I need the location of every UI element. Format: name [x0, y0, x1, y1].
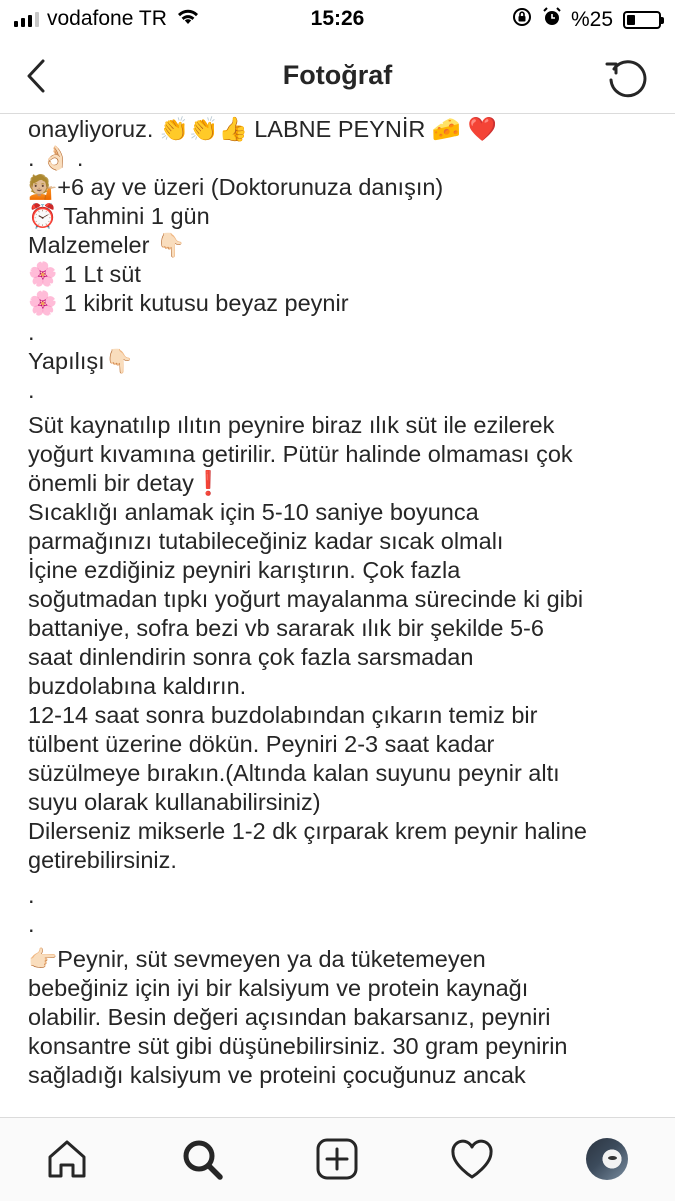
- tab-search[interactable]: [177, 1134, 227, 1184]
- new-post-icon: [315, 1137, 359, 1181]
- caption-line: .: [28, 319, 35, 345]
- caption-line: buzdolabına kaldırın.: [28, 673, 247, 699]
- caption-line: süzülmeye bırakın.(Altında kalan suyunu peynir altı: [28, 760, 560, 786]
- nav-bar: [0, 40, 675, 114]
- caption-line: Dilerseniz mikserle 1-2 dk çırparak krem peynir haline: [28, 818, 587, 844]
- caption-line: tülbent üzerine dökün. Peyniri 2-3 saat kadar: [28, 731, 495, 757]
- battery-icon: [623, 11, 661, 29]
- caption-line: sağladığı kalsiyum ve proteini çocuğunuz ancak: [28, 1062, 526, 1088]
- search-icon: [180, 1137, 224, 1181]
- page-title: Fotoğraf: [282, 60, 393, 90]
- refresh-icon: [604, 55, 650, 101]
- caption-line: 🌸 1 kibrit kutusu beyaz peynir: [28, 290, 349, 316]
- caption-line: Malzemeler 👇🏻: [28, 232, 186, 258]
- caption-line: bebeğiniz için iyi bir kalsiyum ve protein kaynağı: [28, 975, 529, 1001]
- status-time: 15:26: [310, 7, 365, 30]
- status-bar: [0, 0, 675, 40]
- caption-line: getirebilirsiniz.: [28, 847, 177, 873]
- profile-avatar: [586, 1138, 628, 1180]
- refresh-button[interactable]: [603, 54, 651, 102]
- tab-activity[interactable]: [447, 1134, 497, 1184]
- caption-line: ⏰ Tahmini 1 gün: [28, 203, 210, 229]
- tab-home[interactable]: [42, 1134, 92, 1184]
- caption-line: 🌸 1 Lt süt: [28, 261, 141, 287]
- caption-line: onayliyoruz. 👏👏👍 LABNE PEYNİR 🧀 ❤️: [28, 116, 497, 142]
- caption-line: İçine ezdiğiniz peyniri karıştırın. Çok fazla: [28, 557, 461, 583]
- caption-line: suyu olarak kullanabilirsiniz): [28, 789, 321, 815]
- battery-percent: %25: [570, 8, 613, 31]
- caption-line: .: [28, 377, 35, 403]
- caption-line: 👉🏻Peynir, süt sevmeyen ya da tüketemeyen: [28, 946, 486, 972]
- caption-line: Yapılışı👇🏻: [28, 348, 134, 374]
- tab-new-post[interactable]: [312, 1134, 362, 1184]
- caption-line: .: [28, 911, 35, 937]
- caption-line: konsantre süt gibi düşünebilirsiniz. 30 gram peynirin: [28, 1033, 568, 1059]
- caption-line: Sıcaklığı anlamak için 5-10 saniye boyunca: [28, 499, 479, 525]
- tab-bar: [0, 1117, 675, 1201]
- orientation-lock-icon: [511, 6, 533, 34]
- caption-line: . 👌🏻 .: [28, 145, 84, 171]
- caption-line: soğutmadan tıpkı yoğurt mayalanma sürecinde ki gibi: [28, 586, 584, 612]
- caption-line: 💁🏼+6 ay ve üzeri (Doktorunuza danışın): [28, 174, 444, 200]
- battery-fill: [627, 15, 635, 25]
- caption-line: yoğurt kıvamına getirilir. Pütür halinde olmaması çok: [28, 441, 573, 467]
- caption-line: 12-14 saat sonra buzdolabından çıkarın temiz bir: [28, 702, 538, 728]
- caption-line: önemli bir detay❗: [28, 470, 224, 496]
- caption-line: Süt kaynatılıp ılıtın peynire biraz ılık süt ile ezilerek: [28, 412, 555, 438]
- home-icon: [45, 1137, 89, 1181]
- heart-icon: [449, 1137, 495, 1181]
- caption-line: battaniye, sofra bezi vb sararak ılık bir şekilde 5-6: [28, 615, 544, 641]
- caption-line: parmağınızı tutabileceğiniz kadar sıcak olmalı: [28, 528, 504, 554]
- caption-line: olabilir. Besin değeri açısından bakarsanız, peyniri: [28, 1004, 551, 1030]
- tab-profile[interactable]: [582, 1134, 632, 1184]
- post-caption: [28, 113, 658, 1117]
- caption-line: .: [28, 882, 35, 908]
- carrier-name: vodafone TR: [47, 7, 167, 30]
- caption-line: saat dinlendirin sonra çok fazla sarsmadan: [28, 644, 474, 670]
- alarm-icon: [541, 6, 563, 34]
- status-right: [511, 6, 661, 34]
